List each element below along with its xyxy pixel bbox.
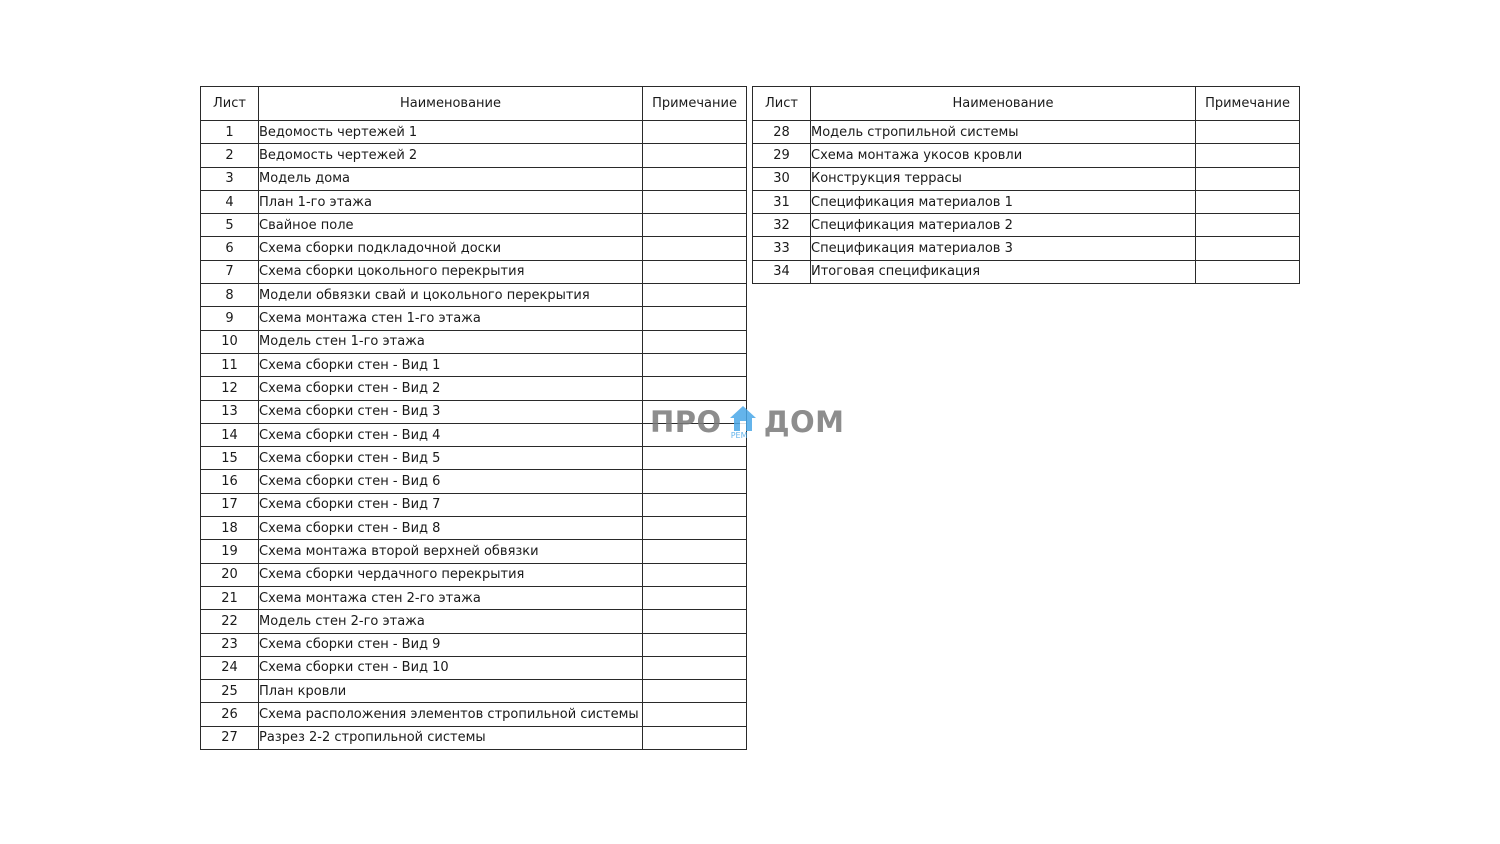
- sheet-number-cell: 18: [201, 517, 259, 540]
- sheet-number-cell: 5: [201, 214, 259, 237]
- table-row: [201, 493, 747, 516]
- sheet-name-cell: Спецификация материалов 2: [811, 214, 1196, 237]
- table-row: [201, 610, 747, 633]
- sheet-name-cell: Схема сборки стен - Вид 10: [259, 656, 643, 679]
- table-row: [201, 121, 747, 144]
- sheet-note-cell: [1196, 260, 1300, 283]
- sheet-note-cell: [643, 586, 747, 609]
- drawings-table-right: [752, 86, 1300, 284]
- sheet-name-cell: Итоговая спецификация: [811, 260, 1196, 283]
- sheet-name-cell: Ведомость чертежей 1: [259, 121, 643, 144]
- sheet-name-cell: Схема монтажа стен 1-го этажа: [259, 307, 643, 330]
- sheet-name-cell: Спецификация материалов 1: [811, 190, 1196, 213]
- sheet-number-cell: 23: [201, 633, 259, 656]
- sheet-note-cell: [1196, 214, 1300, 237]
- watermark-left-text: ПРО: [650, 405, 722, 439]
- sheet-note-cell: [1196, 167, 1300, 190]
- sheet-note-cell: [643, 214, 747, 237]
- header-sheet: Лист: [753, 87, 811, 121]
- sheet-number-cell: 10: [201, 330, 259, 353]
- sheet-name-cell: Модель дома: [259, 167, 643, 190]
- sheet-number-cell: 34: [753, 260, 811, 283]
- sheet-number-cell: 20: [201, 563, 259, 586]
- sheet-number-cell: 14: [201, 423, 259, 446]
- header-row: [201, 87, 747, 121]
- header-row: [753, 87, 1300, 121]
- table-row: [201, 214, 747, 237]
- sheet-number-cell: 11: [201, 353, 259, 376]
- sheet-name-cell: Схема сборки стен - Вид 3: [259, 400, 643, 423]
- sheet-note-cell: [643, 447, 747, 470]
- sheet-note-cell: [643, 726, 747, 749]
- table-row: [753, 121, 1300, 144]
- sheet-number-cell: 17: [201, 493, 259, 516]
- sheet-name-cell: Схема сборки стен - Вид 7: [259, 493, 643, 516]
- sheet-name-cell: Схема расположения элементов стропильной системы: [259, 703, 643, 726]
- sheet-name-cell: Ведомость чертежей 2: [259, 144, 643, 167]
- table-row: [201, 517, 747, 540]
- sheet-note-cell: [643, 260, 747, 283]
- sheet-note-cell: [643, 493, 747, 516]
- sheet-number-cell: 12: [201, 377, 259, 400]
- sheet-note-cell: [1196, 190, 1300, 213]
- watermark-right-text: ДОМ: [763, 405, 845, 439]
- table-row: [753, 260, 1300, 283]
- table-row: [201, 284, 747, 307]
- sheet-note-cell: [643, 563, 747, 586]
- sheet-number-cell: 28: [753, 121, 811, 144]
- sheet-note-cell: [643, 237, 747, 260]
- sheet-name-cell: План 1-го этажа: [259, 190, 643, 213]
- sheet-number-cell: 3: [201, 167, 259, 190]
- sheet-name-cell: Спецификация материалов 3: [811, 237, 1196, 260]
- table-row: [201, 330, 747, 353]
- sheet-note-cell: [643, 703, 747, 726]
- table-row: [201, 586, 747, 609]
- table-row: [201, 353, 747, 376]
- sheet-name-cell: Схема монтажа стен 2-го этажа: [259, 586, 643, 609]
- sheet-number-cell: 8: [201, 284, 259, 307]
- sheet-number-cell: 29: [753, 144, 811, 167]
- table-row: [753, 237, 1300, 260]
- sheet-name-cell: Схема сборки стен - Вид 5: [259, 447, 643, 470]
- sheet-number-cell: 31: [753, 190, 811, 213]
- sheet-note-cell: [643, 284, 747, 307]
- table-row: [201, 680, 747, 703]
- header-name: Наименование: [811, 87, 1196, 121]
- sheet-note-cell: [643, 680, 747, 703]
- sheet-note-cell: [643, 540, 747, 563]
- house-icon: [728, 404, 758, 440]
- sheet-number-cell: 22: [201, 610, 259, 633]
- sheet-note-cell: [643, 377, 747, 400]
- sheet-number-cell: 30: [753, 167, 811, 190]
- table-row: [201, 703, 747, 726]
- table-row: [201, 307, 747, 330]
- sheet-note-cell: [1196, 237, 1300, 260]
- sheet-note-cell: [643, 121, 747, 144]
- sheet-name-cell: Схема монтажа второй верхней обвязки: [259, 540, 643, 563]
- sheet-name-cell: Модель стен 2-го этажа: [259, 610, 643, 633]
- sheet-number-cell: 4: [201, 190, 259, 213]
- sheet-note-cell: [1196, 121, 1300, 144]
- table-row: [201, 726, 747, 749]
- sheet-name-cell: Модель стен 1-го этажа: [259, 330, 643, 353]
- header-name: Наименование: [259, 87, 643, 121]
- sheet-name-cell: Схема сборки стен - Вид 8: [259, 517, 643, 540]
- sheet-number-cell: 9: [201, 307, 259, 330]
- watermark-sub-text: РЕМ: [730, 431, 748, 440]
- sheet-number-cell: 19: [201, 540, 259, 563]
- sheet-name-cell: Схема сборки стен - Вид 2: [259, 377, 643, 400]
- sheet-number-cell: 7: [201, 260, 259, 283]
- sheet-number-cell: 24: [201, 656, 259, 679]
- sheet-number-cell: 32: [753, 214, 811, 237]
- sheet-note-cell: [643, 167, 747, 190]
- table-row: [201, 540, 747, 563]
- sheet-name-cell: Модели обвязки свай и цокольного перекрытия: [259, 284, 643, 307]
- sheet-note-cell: [643, 610, 747, 633]
- sheet-number-cell: 33: [753, 237, 811, 260]
- sheet-note-cell: [643, 307, 747, 330]
- sheet-note-cell: [1196, 144, 1300, 167]
- header-note: Примечание: [1196, 87, 1300, 121]
- table-row: [201, 144, 747, 167]
- watermark-logo: [650, 404, 845, 440]
- header-note: Примечание: [643, 87, 747, 121]
- sheet-name-cell: Конструкция террасы: [811, 167, 1196, 190]
- sheet-name-cell: Схема сборки подкладочной доски: [259, 237, 643, 260]
- sheet-number-cell: 6: [201, 237, 259, 260]
- sheet-number-cell: 25: [201, 680, 259, 703]
- sheet-name-cell: Свайное поле: [259, 214, 643, 237]
- table-row: [201, 167, 747, 190]
- sheet-name-cell: Схема монтажа укосов кровли: [811, 144, 1196, 167]
- table-row: [201, 447, 747, 470]
- sheet-name-cell: Схема сборки стен - Вид 4: [259, 423, 643, 446]
- sheet-number-cell: 21: [201, 586, 259, 609]
- sheet-name-cell: Схема сборки чердачного перекрытия: [259, 563, 643, 586]
- sheet-name-cell: Схема сборки стен - Вид 6: [259, 470, 643, 493]
- table-row: [201, 470, 747, 493]
- table-row: [201, 190, 747, 213]
- table-row: [201, 563, 747, 586]
- sheet-number-cell: 26: [201, 703, 259, 726]
- sheet-name-cell: Схема сборки стен - Вид 9: [259, 633, 643, 656]
- sheet-number-cell: 13: [201, 400, 259, 423]
- sheet-note-cell: [643, 656, 747, 679]
- sheet-number-cell: 27: [201, 726, 259, 749]
- table-row: [753, 167, 1300, 190]
- table-row: [753, 190, 1300, 213]
- sheet-name-cell: Модель стропильной системы: [811, 121, 1196, 144]
- sheet-note-cell: [643, 633, 747, 656]
- sheet-note-cell: [643, 330, 747, 353]
- sheet-note-cell: [643, 517, 747, 540]
- sheet-number-cell: 2: [201, 144, 259, 167]
- table-row: [201, 377, 747, 400]
- sheet-name-cell: Разрез 2-2 стропильной системы: [259, 726, 643, 749]
- sheet-number-cell: 1: [201, 121, 259, 144]
- table-row: [201, 656, 747, 679]
- sheet-note-cell: [643, 190, 747, 213]
- sheet-number-cell: 15: [201, 447, 259, 470]
- table-row: [201, 260, 747, 283]
- table-row: [201, 633, 747, 656]
- sheet-note-cell: [643, 470, 747, 493]
- sheet-number-cell: 16: [201, 470, 259, 493]
- table-row: [201, 237, 747, 260]
- sheet-note-cell: [643, 353, 747, 376]
- table-row: [753, 214, 1300, 237]
- sheet-name-cell: План кровли: [259, 680, 643, 703]
- sheet-name-cell: Схема сборки цокольного перекрытия: [259, 260, 643, 283]
- sheet-name-cell: Схема сборки стен - Вид 1: [259, 353, 643, 376]
- sheet-note-cell: [643, 144, 747, 167]
- table-row: [753, 144, 1300, 167]
- header-sheet: Лист: [201, 87, 259, 121]
